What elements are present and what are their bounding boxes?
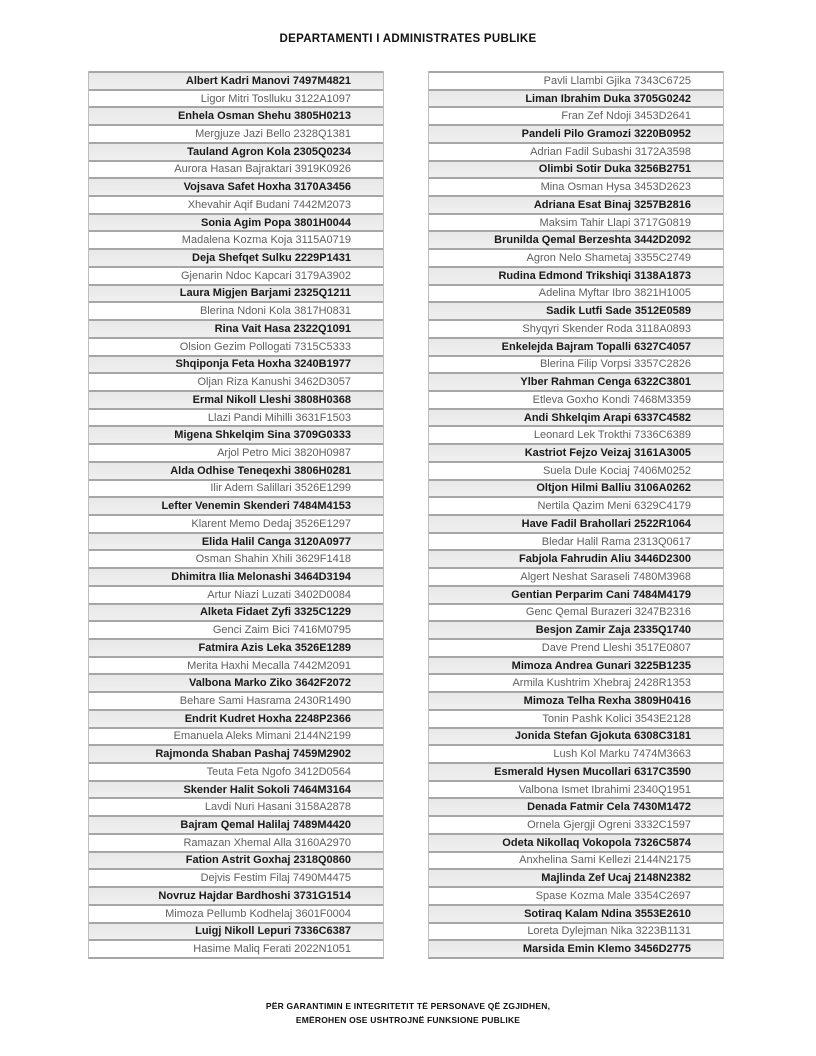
- list-item: Klarent Memo Dedaj 3526E1297: [89, 514, 383, 532]
- list-item: Denada Fatmir Cela 7430M1472: [429, 797, 723, 815]
- list-item: Spase Kozma Male 3354C2697: [429, 886, 723, 904]
- list-item: Valbona Ismet Ibrahimi 2340Q1951: [429, 780, 723, 798]
- list-item: Marsida Emin Klemo 3456D2775: [429, 939, 723, 957]
- list-item: Valbona Marko Ziko 3642F2072: [89, 673, 383, 691]
- list-item: Emanuela Aleks Mimani 2144N2199: [89, 727, 383, 745]
- list-item: Maksim Tahir Llapi 3717G0819: [429, 213, 723, 231]
- list-item: Shyqyri Skender Roda 3118A0893: [429, 319, 723, 337]
- list-item: Llazi Pandi Mihilli 3631F1503: [89, 408, 383, 426]
- list-item: Nertila Qazim Meni 6329C4179: [429, 496, 723, 514]
- list-item: Mina Osman Hysa 3453D2623: [429, 177, 723, 195]
- list-item: Blerina Filip Vorpsi 3357C2826: [429, 355, 723, 373]
- list-item: Agron Nelo Shametaj 3355C2749: [429, 248, 723, 266]
- list-item: Bajram Qemal Halilaj 7489M4420: [89, 815, 383, 833]
- list-item: Sadik Lutfi Sade 3512E0589: [429, 301, 723, 319]
- list-item: Genci Zaim Bici 7416M0795: [89, 620, 383, 638]
- list-item: Dejvis Festim Filaj 7490M4475: [89, 868, 383, 886]
- list-item: Tauland Agron Kola 2305Q0234: [89, 142, 383, 160]
- list-item: Brunilda Qemal Berzeshta 3442D2092: [429, 230, 723, 248]
- list-item: Mergjuze Jazi Bello 2328Q1381: [89, 124, 383, 142]
- list-item: Anxhelina Sami Kellezi 2144N2175: [429, 851, 723, 869]
- list-item: Luigj Nikoll Lepuri 7336C6387: [89, 922, 383, 940]
- list-item: Lefter Venemin Skenderi 7484M4153: [89, 496, 383, 514]
- list-item: Loreta Dylejman Nika 3223B1131: [429, 922, 723, 940]
- list-item: Endrit Kudret Hoxha 2248P2366: [89, 709, 383, 727]
- list-item: Merita Haxhi Mecalla 7442M2091: [89, 656, 383, 674]
- list-item: Ermal Nikoll Lleshi 3808H0368: [89, 390, 383, 408]
- list-item: Aurora Hasan Bajraktari 3919K0926: [89, 160, 383, 178]
- list-item: Pandeli Pilo Gramozi 3220B0952: [429, 124, 723, 142]
- list-item: Olsion Gezim Pollogati 7315C5333: [89, 337, 383, 355]
- list-item: Ylber Rahman Cenga 6322C3801: [429, 372, 723, 390]
- list-item: Shqiponja Feta Hoxha 3240B1977: [89, 355, 383, 373]
- list-item: Ornela Gjergji Ogreni 3332C1597: [429, 815, 723, 833]
- list-item: Rajmonda Shaban Pashaj 7459M2902: [89, 744, 383, 762]
- list-item: Leonard Lek Trokthi 7336C6389: [429, 425, 723, 443]
- list-item: Besjon Zamir Zaja 2335Q1740: [429, 620, 723, 638]
- list-item: Algert Neshat Saraseli 7480M3968: [429, 567, 723, 585]
- list-item: Elida Halil Canga 3120A0977: [89, 532, 383, 550]
- list-item: Genc Qemal Burazeri 3247B2316: [429, 603, 723, 621]
- list-item: Mimoza Andrea Gunari 3225B1235: [429, 656, 723, 674]
- list-item: Sonia Agim Popa 3801H0044: [89, 213, 383, 231]
- list-item: Ramazan Xhemal Alla 3160A2970: [89, 833, 383, 851]
- list-item: Etleva Goxho Kondi 7468M3359: [429, 390, 723, 408]
- list-item: Fatmira Azis Leka 3526E1289: [89, 638, 383, 656]
- list-item: Liman Ibrahim Duka 3705G0242: [429, 89, 723, 107]
- list-item: Hasime Maliq Ferati 2022N1051: [89, 939, 383, 957]
- list-item: Mimoza Pellumb Kodhelaj 3601F0004: [89, 904, 383, 922]
- list-item: Adelina Myftar Ibro 3821H1005: [429, 284, 723, 302]
- list-item: Tonin Pashk Kolici 3543E2128: [429, 709, 723, 727]
- footer-note: [0, 999, 816, 1027]
- list-item: Behare Sami Hasrama 2430R1490: [89, 691, 383, 709]
- list-item: Esmerald Hysen Mucollari 6317C3590: [429, 762, 723, 780]
- list-item: Vojsava Safet Hoxha 3170A3456: [89, 177, 383, 195]
- list-item: Adrian Fadil Subashi 3172A3598: [429, 142, 723, 160]
- list-item: Arjol Petro Mici 3820H0987: [89, 443, 383, 461]
- list-item: Osman Shahin Xhili 3629F1418: [89, 549, 383, 567]
- list-item: Dhimitra Ilia Melonashi 3464D3194: [89, 567, 383, 585]
- list-item: Laura Migjen Barjami 2325Q1211: [89, 284, 383, 302]
- list-item: Fabjola Fahrudin Aliu 3446D2300: [429, 549, 723, 567]
- list-item: Migena Shkelqim Sina 3709G0333: [89, 425, 383, 443]
- list-item: Skender Halit Sokoli 7464M3164: [89, 780, 383, 798]
- name-list-table: [88, 71, 724, 959]
- list-item: Xhevahir Aqif Budani 7442M2073: [89, 195, 383, 213]
- list-item: Dave Prend Lleshi 3517E0807: [429, 638, 723, 656]
- list-item: Odeta Nikollaq Vokopola 7326C5874: [429, 833, 723, 851]
- list-item: Jonida Stefan Gjokuta 6308C3181: [429, 727, 723, 745]
- list-item: Fation Astrit Goxhaj 2318Q0860: [89, 851, 383, 869]
- list-item: Novruz Hajdar Bardhoshi 3731G1514: [89, 886, 383, 904]
- list-item: Have Fadil Brahollari 2522R1064: [429, 514, 723, 532]
- list-item: Mimoza Telha Rexha 3809H0416: [429, 691, 723, 709]
- list-item: Sotiraq Kalam Ndina 3553E2610: [429, 904, 723, 922]
- footer-line-1: PËR GARANTIMIN E INTEGRITETIT TË PERSONAVE QË ZGJIDHEN,: [265, 1001, 551, 1011]
- list-item: Adriana Esat Binaj 3257B2816: [429, 195, 723, 213]
- list-item: Artur Niazi Luzati 3402D0084: [89, 585, 383, 603]
- list-item: Alketa Fidaet Zyfi 3325C1229: [89, 603, 383, 621]
- list-item: Teuta Feta Ngofo 3412D0564: [89, 762, 383, 780]
- list-item: Rudina Edmond Trikshiqi 3138A1873: [429, 266, 723, 284]
- list-item: Gentian Perparim Cani 7484M4179: [429, 585, 723, 603]
- list-item: Andi Shkelqim Arapi 6337C4582: [429, 408, 723, 426]
- list-item: Lavdi Nuri Hasani 3158A2878: [89, 797, 383, 815]
- list-item: Oljan Riza Kanushi 3462D3057: [89, 372, 383, 390]
- list-item: Oltjon Hilmi Balliu 3106A0262: [429, 479, 723, 497]
- list-item: Blerina Ndoni Kola 3817H0831: [89, 301, 383, 319]
- list-item: Pavli Llambi Gjika 7343C6725: [429, 71, 723, 89]
- list-item: Bledar Halil Rama 2313Q0617: [429, 532, 723, 550]
- list-item: Kastriot Fejzo Veizaj 3161A3005: [429, 443, 723, 461]
- list-item: Suela Dule Kociaj 7406M0252: [429, 461, 723, 479]
- footer-line-2: EMËROHEN OSE USHTROJNË FUNKSIONE PUBLIKE: [295, 1015, 521, 1025]
- list-item: Enkelejda Bajram Topalli 6327C4057: [429, 337, 723, 355]
- list-item: Gjenarin Ndoc Kapcari 3179A3902: [89, 266, 383, 284]
- list-item: Lush Kol Marku 7474M3663: [429, 744, 723, 762]
- list-item: Albert Kadri Manovi 7497M4821: [89, 71, 383, 89]
- list-item: Alda Odhise Teneqexhi 3806H0281: [89, 461, 383, 479]
- list-item: Ligor Mitri Toslluku 3122A1097: [89, 89, 383, 107]
- list-item: Ilir Adem Salillari 3526E1299: [89, 479, 383, 497]
- list-item: Madalena Kozma Koja 3115A0719: [89, 230, 383, 248]
- list-item: Enhela Osman Shehu 3805H0213: [89, 106, 383, 124]
- list-item: Majlinda Zef Ucaj 2148N2382: [429, 868, 723, 886]
- list-item: Deja Shefqet Sulku 2229P1431: [89, 248, 383, 266]
- list-item: Fran Zef Ndoji 3453D2641: [429, 106, 723, 124]
- page-title: DEPARTAMENTI I ADMINISTRATES PUBLIKE: [279, 33, 537, 45]
- left-column: [88, 71, 384, 959]
- list-item: Rina Vait Hasa 2322Q1091: [89, 319, 383, 337]
- list-item: Armila Kushtrim Xhebraj 2428R1353: [429, 673, 723, 691]
- right-column: [428, 71, 724, 959]
- list-item: Olimbi Sotir Duka 3256B2751: [429, 160, 723, 178]
